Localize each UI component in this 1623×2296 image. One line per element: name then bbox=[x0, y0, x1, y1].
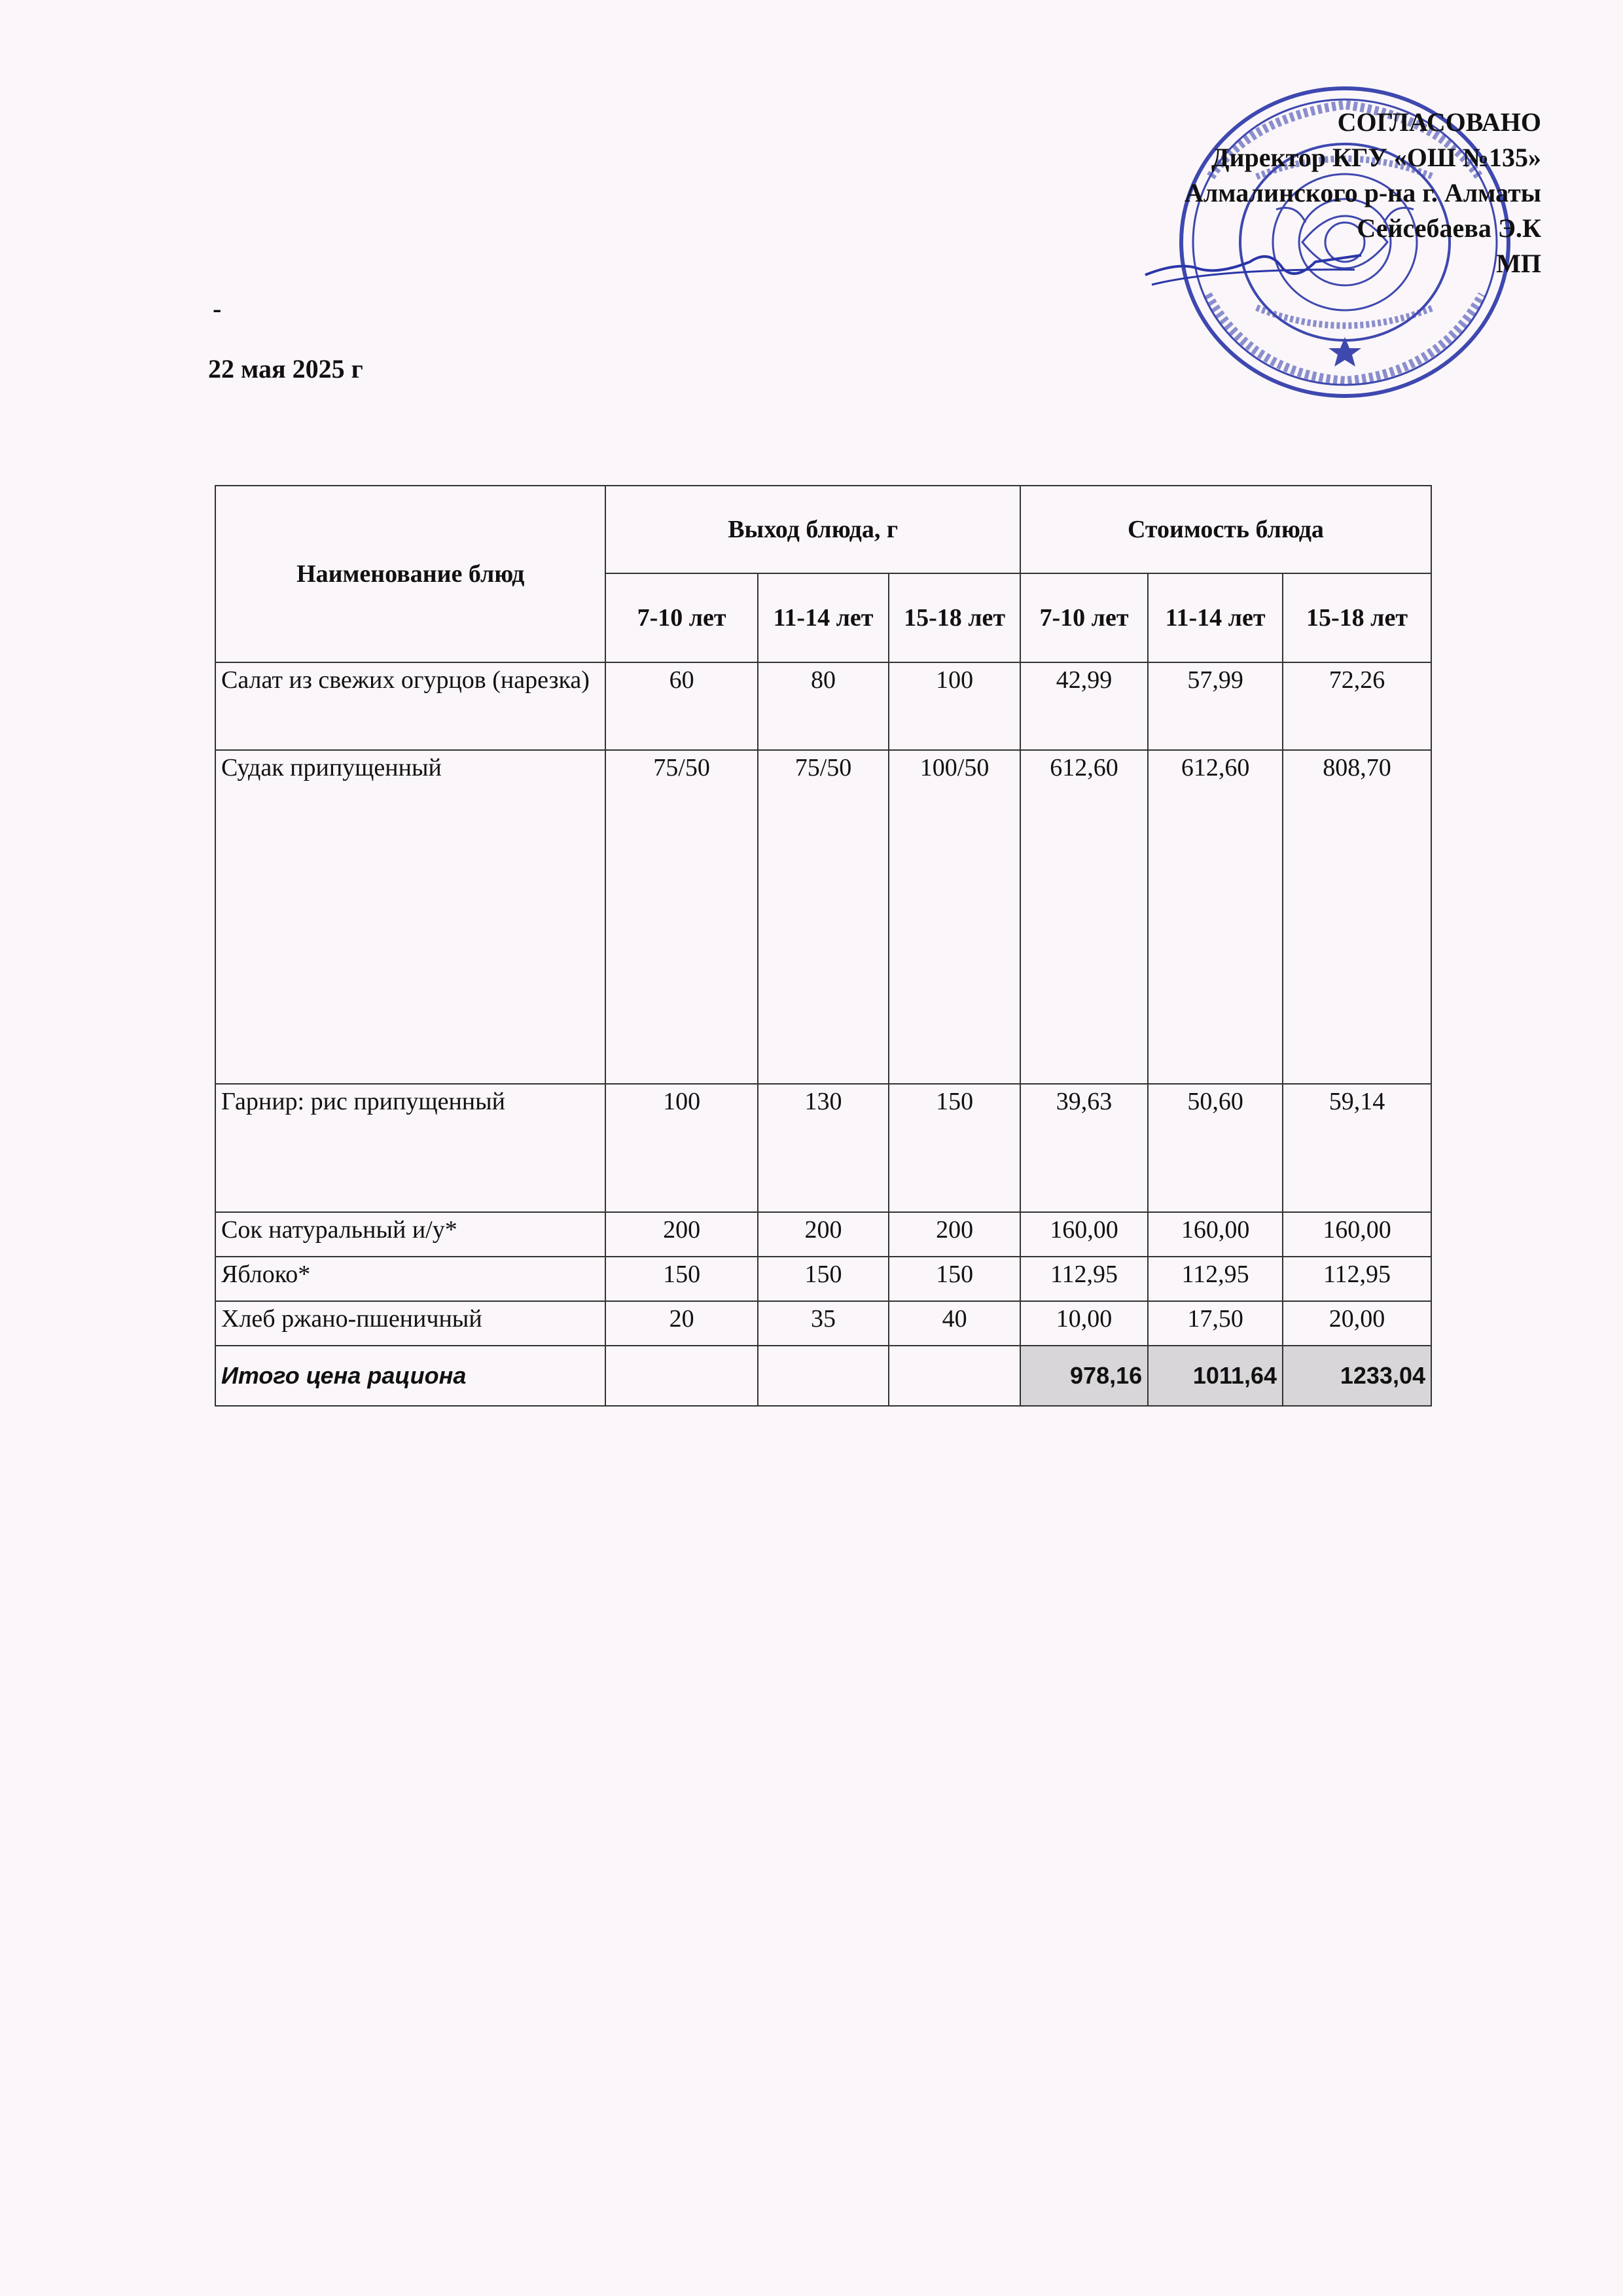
table-header-row bbox=[215, 486, 1431, 573]
approval-block bbox=[1185, 105, 1541, 281]
cost-cell: 160,00 bbox=[1148, 1212, 1283, 1257]
cost-cell: 10,00 bbox=[1020, 1301, 1148, 1346]
yield-cell: 80 bbox=[758, 662, 889, 750]
yield-cell: 100 bbox=[605, 1084, 757, 1212]
total-cost-cell: 978,16 bbox=[1020, 1346, 1148, 1406]
yield-cell: 150 bbox=[758, 1257, 889, 1301]
yield-cell: 150 bbox=[889, 1257, 1020, 1301]
yield-cell: 200 bbox=[758, 1212, 889, 1257]
cost-cell: 59,14 bbox=[1283, 1084, 1431, 1212]
header-cost-age: 7-10 лет bbox=[1020, 573, 1148, 662]
dish-name: Судак припущенный bbox=[215, 750, 605, 1084]
dish-name: Гарнир: рис припущенный bbox=[215, 1084, 605, 1212]
yield-cell: 60 bbox=[605, 662, 757, 750]
header-cost-age: 11-14 лет bbox=[1148, 573, 1283, 662]
table-row bbox=[215, 1084, 1431, 1212]
cost-cell: 112,95 bbox=[1020, 1257, 1148, 1301]
yield-cell: 100/50 bbox=[889, 750, 1020, 1084]
cost-cell: 160,00 bbox=[1020, 1212, 1148, 1257]
dish-name: Хлеб ржано-пшеничный bbox=[215, 1301, 605, 1346]
cost-cell: 160,00 bbox=[1283, 1212, 1431, 1257]
total-cost-cell: 1233,04 bbox=[1283, 1346, 1431, 1406]
header-dish-name: Наименование блюд bbox=[215, 486, 605, 662]
yield-cell: 75/50 bbox=[758, 750, 889, 1084]
table-row bbox=[215, 750, 1431, 1084]
dash-mark: - bbox=[213, 294, 222, 323]
dish-name: Яблоко* bbox=[215, 1257, 605, 1301]
yield-cell: 75/50 bbox=[605, 750, 757, 1084]
approval-position: Директор КГУ «ОШ №135» bbox=[1211, 143, 1541, 172]
cost-cell: 42,99 bbox=[1020, 662, 1148, 750]
yield-cell: 20 bbox=[605, 1301, 757, 1346]
header-yield-age: 15-18 лет bbox=[889, 573, 1020, 662]
cost-cell: 39,63 bbox=[1020, 1084, 1148, 1212]
yield-cell: 150 bbox=[605, 1257, 757, 1301]
yield-cell: 35 bbox=[758, 1301, 889, 1346]
dish-name: Сок натуральный и/у* bbox=[215, 1212, 605, 1257]
cost-cell: 50,60 bbox=[1148, 1084, 1283, 1212]
approval-district: Алмалинского р-на г. Алматы bbox=[1184, 178, 1541, 207]
cost-cell: 612,60 bbox=[1148, 750, 1283, 1084]
cost-cell: 72,26 bbox=[1283, 662, 1431, 750]
cost-cell: 57,99 bbox=[1148, 662, 1283, 750]
header-cost: Стоимость блюда bbox=[1020, 486, 1431, 573]
table-row bbox=[215, 1257, 1431, 1301]
total-cost-cell: 1011,64 bbox=[1148, 1346, 1283, 1406]
empty-cell bbox=[605, 1346, 757, 1406]
yield-cell: 150 bbox=[889, 1084, 1020, 1212]
approval-name: Сейсебаева Э.К bbox=[1357, 213, 1541, 243]
header-cost-age: 15-18 лет bbox=[1283, 573, 1431, 662]
yield-cell: 200 bbox=[605, 1212, 757, 1257]
yield-cell: 40 bbox=[889, 1301, 1020, 1346]
cost-cell: 20,00 bbox=[1283, 1301, 1431, 1346]
total-label: Итого цена рациона bbox=[215, 1346, 605, 1406]
yield-cell: 100 bbox=[889, 662, 1020, 750]
approval-mp: МП bbox=[1496, 249, 1541, 278]
cost-cell: 17,50 bbox=[1148, 1301, 1283, 1346]
cost-cell: 112,95 bbox=[1283, 1257, 1431, 1301]
header-yield-age: 7-10 лет bbox=[605, 573, 757, 662]
empty-cell bbox=[889, 1346, 1020, 1406]
total-row bbox=[215, 1346, 1431, 1406]
yield-cell: 200 bbox=[889, 1212, 1020, 1257]
cost-cell: 112,95 bbox=[1148, 1257, 1283, 1301]
table-row bbox=[215, 662, 1431, 750]
dish-name: Салат из свежих огурцов (нарезка) bbox=[215, 662, 605, 750]
cost-cell: 808,70 bbox=[1283, 750, 1431, 1084]
yield-cell: 130 bbox=[758, 1084, 889, 1212]
menu-table bbox=[215, 485, 1432, 1407]
document-date: 22 мая 2025 г bbox=[208, 354, 363, 384]
approval-title: СОГЛАСОВАНО bbox=[1337, 107, 1541, 137]
table-row bbox=[215, 1212, 1431, 1257]
header-yield-age: 11-14 лет bbox=[758, 573, 889, 662]
table-row bbox=[215, 1301, 1431, 1346]
empty-cell bbox=[758, 1346, 889, 1406]
cost-cell: 612,60 bbox=[1020, 750, 1148, 1084]
header-yield: Выход блюда, г bbox=[605, 486, 1020, 573]
